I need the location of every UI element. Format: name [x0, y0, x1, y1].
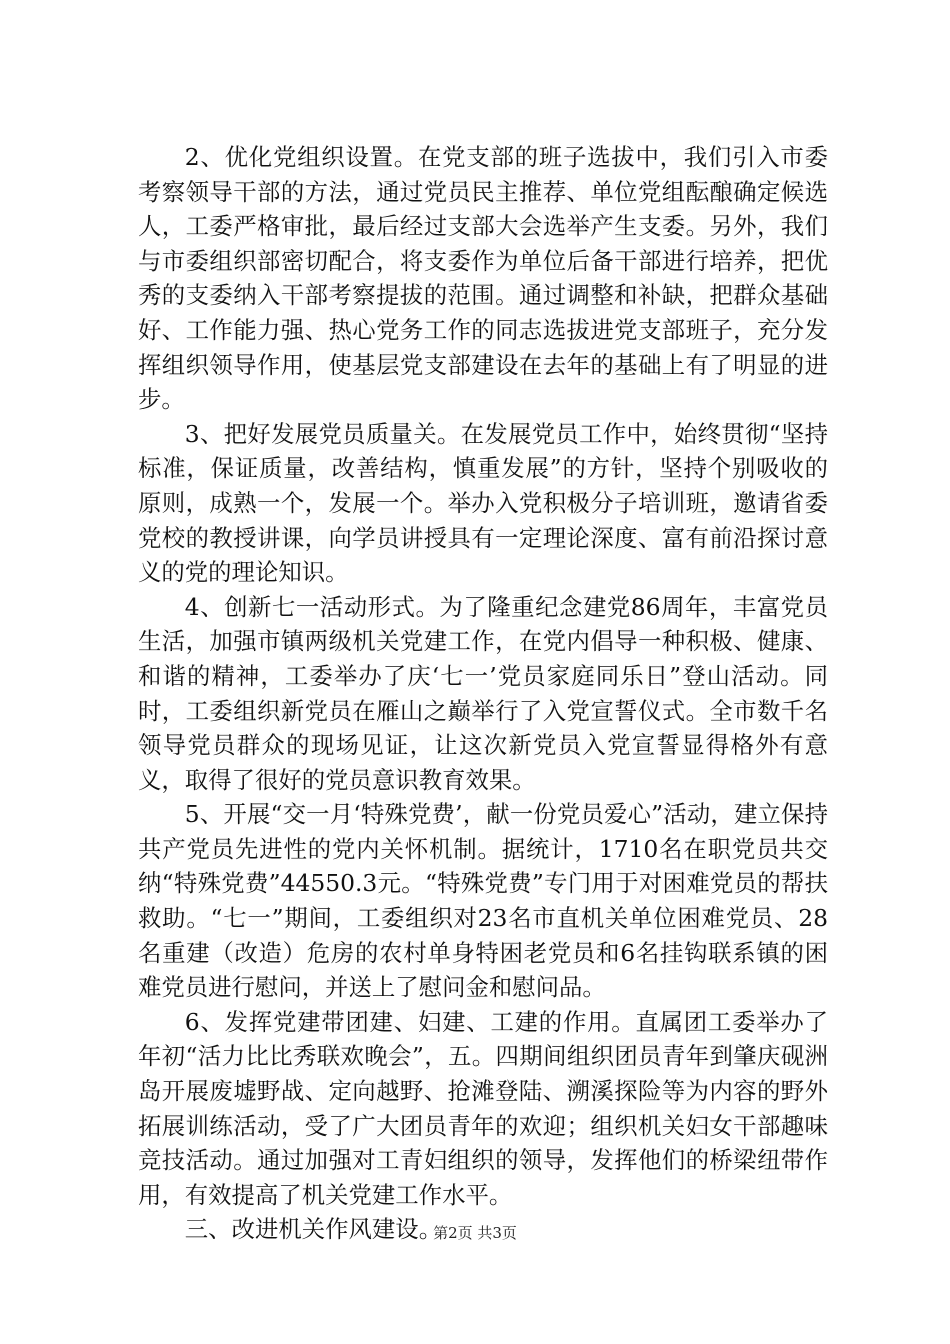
paragraph-optimize-party-organization: 2、优化党组织设置。在党支部的班子选拔中，我们引入市委考察领导干部的方法，通过党员民主推荐、单位党组酝酿确定候选人，工委严格审批，最后经过支部大会选举产生支委。另外，我们与市委组织部密切配合，将支委作为单位后备干部进行培养，把优秀的支委纳入干部考察提拔的范围。通过调整和补缺，把群众基础好、工作能力强、热心党务工作的同志选拔进党支部班子，充分发挥组织领导作用，使基层党支部建设在去年的基础上有了明显的进步。 [138, 143, 828, 414]
paragraph-july-first-activities: 4、创新七一活动形式。为了隆重纪念建党86周年，丰富党员生活，加强市镇两级机关党建工作，在党内倡导一种积极、健康、和谐的精神，工委举办了庆‘七一’党员家庭同乐日”登山活动。同时，工委组织新党员在雁山之巅举行了入党宣誓仪式。全市数千名领导党员群众的现场见证，让这次新党员入党宣誓显得格外有意义，取得了很好的党员意识教育效果。 [138, 592, 828, 794]
paragraph-youth-women-union: 6、发挥党建带团建、妇建、工建的作用。直属团工委举办了年初“活力比比秀联欢晚会”，五。四期间组织团员青年到肇庆砚洲岛开展废墟野战、定向越野、抢滩登陆、溯溪探险等为内容的野外拓展训练活动，受了广大团员青年的欢迎；组织机关妇女干部趣味竞技活动。通过加强对工青妇组织的领导，发挥他们的桥梁纽带作用，有效提高了机关党建工作水平。 [138, 1007, 828, 1209]
paragraph-member-quality: 3、把好发展党员质量关。在发展党员工作中，始终贯彻“坚持标准，保证质量，改善结构，慎重发展”的方针，坚持个别吸收的原则，成熟一个，发展一个。举办入党积极分子培训班，邀请省委党校的教授讲课，向学员讲授具有一定理论深度、富有前沿探讨意义的党的理论知识。 [138, 419, 828, 587]
section-heading: 三、改进机关作风建设。 [184, 1215, 443, 1244]
paragraph-special-party-dues: 5、开展“交一月‘特殊党费’，献一份党员爱心”活动，建立保持共产党员先进性的党内关怀机制。据统计，1710名在职党员共交纳“特殊党费”44550.3元。“特殊党费”专门用于对困难党员的帮扶救助。“七一”期间，工委组织对23名市直机关单位困难党员、28名重建（改造）危房的农村单身特困老党员和6名挂钩联系镇的困难党员进行慰问，并送上了慰问金和慰问品。 [138, 800, 828, 1002]
document-body [138, 140, 828, 1247]
page-number-footer: 第2页 共3页 [433, 1224, 517, 1242]
